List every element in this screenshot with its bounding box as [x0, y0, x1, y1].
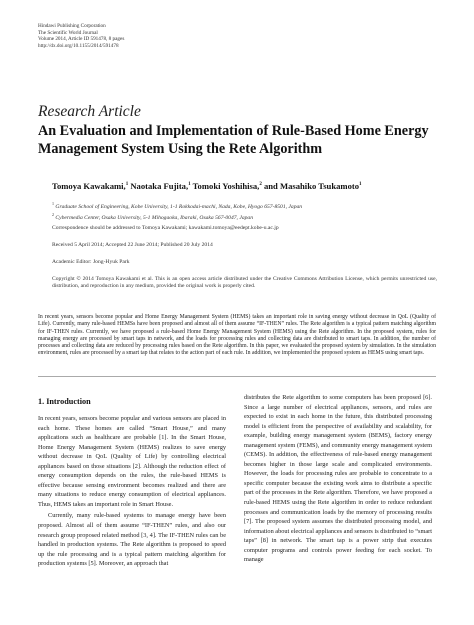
abstract: In recent years, sensors become popular and Home Energy Management System (HEMS) takes an important role in saving energy without decrease in QoL (Quality of Life). Currently, many rule-based HEMSs have been proposed and almost all of them assume “IF-THEN” rules. The Rete algorithm is a typical pattern matching algorithm for IF-THEN rules. Currently, we have proposed a rule-based Home Energy Management System (HEMS) using the Rete algorithm. In the proposed system, rules for managing energy are processed by smart taps in network, and the loads for processing rules and collecting data are distributed to smart taps. In addition, the number of processes and collecting data are reduced by processing rules based on the Rete algorithm. In this paper, we evaluated the proposed system by simulation. In the simulation environment, rules are processed by a smart tap that relates to the action part of each rule. In addition, we implemented the proposed system as HEMS using smart taps. [38, 314, 436, 357]
copyright-notice: Copyright © 2014 Tomoya Kawakami et al. This is an open access article distributed under the Creative Commons Attribution License, which permits unrestricted use, distribution, and reproduction in any medium, provided the original work is properly cited. [52, 276, 437, 290]
publication-dates: Received 5 April 2014; Accepted 22 June 2014; Published 20 July 2014 [52, 242, 213, 248]
article-title: An Evaluation and Implementation of Rule-Based Home Energy Management System Using the Rete Algorithm [38, 123, 429, 157]
affiliations [52, 200, 437, 223]
affiliation-number: 1 [52, 201, 54, 206]
author-affiliation-mark: 1 [125, 182, 129, 188]
affiliation [52, 211, 437, 222]
left-column [38, 414, 226, 569]
body-paragraph: distributes the Rete algorithm to some computers has been proposed [6]. Since a large number of electrical appliances, sensors, and rules are expected to exist in each home in the future, this distributed processing model is efficient from the perspective of availability and scalability, for example, building energy management system (BEMS), factory energy management system (FEMS), and community energy management system (CEMS). In addition, the effectiveness of rule-based energy management becomes higher in those large scale and complicated environments. However, the loads for processing rules are probable to concentrate to a specific computer because the existing work aims to distribute a specific part of the processes in the Rete algorithm. Therefore, we have proposed a rule-based HEMS using the Rete algorithm in order to reduce redundant processes and communication loads by the memory of processing results [7]. The proposed system assumes the distributed processing model, and information about electrical appliances and sensors is distributed to “smart taps” [8] in network. The smart tap is a power strip that executes computer programs and controls power feeding for each socket. To manage [244, 394, 432, 564]
journal-name: The Scientific World Journal [38, 29, 98, 36]
author-affiliation-mark: 1 [359, 182, 362, 188]
doi-link[interactable]: http://dx.doi.org/10.1155/2014/591478 [38, 43, 119, 50]
body-paragraph: In recent years, sensors become popular and various sensors are placed in each home. These homes are called “Smart House,” and many applications such as healthcare are probable [1]. In the Smart House, Home Energy Management System (HEMS) realizes to save energy without decrease in QoL (Quality of Life) by controlling electrical appliances based on those situations [2]. Although the reduction effect of energy consumption depends on the rules, the rule-based HEMS is effective because sensing environment becomes realized and there are many situations to reduce energy consumption of electrical appliances. Thus, HEMS takes an important role in Smart House. [38, 415, 226, 508]
volume-line: Volume 2014, Article ID 591478, 8 pages [38, 36, 125, 43]
author-name: Naotaka Fujita, [128, 181, 189, 191]
publisher-line: Hindawi Publishing Corporation [38, 23, 106, 29]
affiliation [52, 200, 437, 211]
affiliation-text: Cybermedia Center, Osaka University, 5-1 Mihogaoka, Ibaraki, Osaka 567-0047, Japan [54, 215, 254, 222]
affiliation-text: Graduate School of Engineering, Kobe University, 1-1 Rokkodai-machi, Nada, Kobe, Hyogo 657-8501, Japan [54, 203, 303, 210]
journal-header [38, 23, 258, 50]
author-name: Tomoya Kawakami, [52, 181, 126, 191]
section-heading: 1. Introduction [38, 397, 91, 406]
correspondence: Correspondence should be addressed to Tomoya Kawakami; kawakami.tomoya@eedept.kobe-u.ac.jp [52, 225, 279, 231]
article-type: Research Article [38, 103, 141, 120]
author-affiliation-mark: 2 [259, 182, 262, 188]
author-name: Tomoki Yoshihisa, [190, 181, 260, 191]
author-name: and Masahiko Tsukamoto [261, 181, 360, 191]
right-column [244, 393, 432, 565]
academic-editor: Academic Editor: Jong-Hyuk Park [52, 259, 130, 265]
body-paragraph: Currently, many rule-based systems to manage energy have been proposed. Almost all of them assume “IF-THEN” rules, and also our research group proposed related method [3, 4]. The IF-THEN rules can be handled in production systems. The Rete algorithm is proposed to speed up the rule processing and is a typical pattern matching algorithm for production systems [5]. Moreover, an approach that [38, 512, 226, 568]
author-list [52, 181, 362, 191]
affiliation-number: 2 [52, 212, 54, 218]
section-divider [38, 376, 436, 377]
author-affiliation-mark: 1 [188, 182, 191, 188]
